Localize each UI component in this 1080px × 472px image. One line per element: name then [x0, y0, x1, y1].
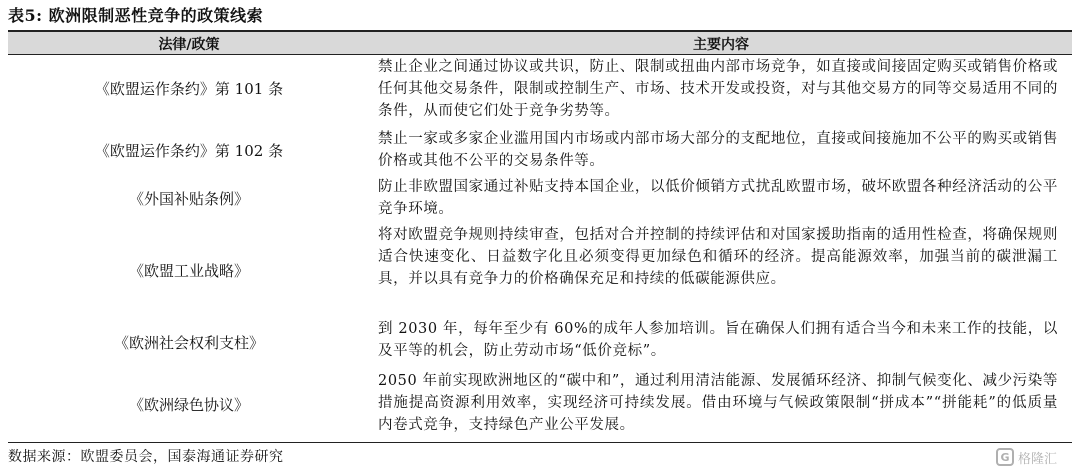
content-cell: 禁止企业之间通过协议或共识，防止、限制或扭曲内部市场竞争，如直接或间接固定购买或销售价格或任何其他交易条件，限制或控制生产、市场、技术开发或投资，对与其他交易方的同等交易适用不同的条件，从而使它们处于竞争劣势等。 — [378, 59, 1058, 119]
bottom-rule — [8, 442, 1072, 443]
header-rule — [8, 54, 1072, 55]
table-header — [8, 32, 1072, 54]
table-row — [8, 370, 1072, 436]
watermark — [996, 446, 1070, 468]
source-note: 数据来源：欧盟委员会，国泰海通证券研究 — [8, 449, 284, 465]
law-cell: 《欧盟运作条约》第 101 条 — [94, 80, 284, 98]
table-row — [8, 56, 1072, 122]
watermark-text: 格隆汇 — [1018, 451, 1058, 467]
law-cell: 《欧盟工业战略》 — [128, 262, 249, 280]
table-row — [8, 318, 1072, 362]
content-cell: 将对欧盟竞争规则持续审查，包括对合并控制的持续评估和对国家援助指南的适用性检查，将确保规则适合快速变化、日益数字化且必须变得更加绿色和循环的经济。提高能源效率，加强当前的碳泄漏工具，并以具有竞争力的价格确保充足和持续的低碳能源供应。 — [378, 227, 1058, 287]
table-row — [8, 224, 1072, 312]
law-cell: 《欧洲社会权利支柱》 — [113, 334, 264, 352]
content-cell: 禁止一家或多家企业滥用国内市场或内部市场大部分的支配地位，直接或间接施加不公平的购买或销售价格或其他不公平的交易条件等。 — [378, 131, 1058, 169]
law-cell: 《欧洲绿色协议》 — [128, 396, 249, 414]
header-content: 主要内容 — [693, 37, 749, 53]
table-title: 表5: 欧洲限制恶性竞争的政策线索 — [8, 6, 264, 25]
table-row — [8, 176, 1072, 220]
content-cell: 到 2030 年，每年至少有 60%的成年人参加培训。旨在确保人们拥有适合当今和未来工作的技能，以及平等的机会，防止劳动市场“低价竞标”。 — [378, 321, 1058, 359]
table-row — [8, 128, 1072, 172]
law-cell: 《外国补贴条例》 — [128, 190, 249, 208]
header-law: 法律/政策 — [158, 37, 220, 53]
law-cell: 《欧盟运作条约》第 102 条 — [94, 142, 284, 160]
watermark-logo-icon: G — [996, 448, 1014, 466]
content-cell: 防止非欧盟国家通过补贴支持本国企业，以低价倾销方式扰乱欧盟市场，破坏欧盟各种经济活动的公平竞争环境。 — [378, 179, 1058, 217]
content-cell: 2050 年前实现欧洲地区的“碳中和”，通过利用清洁能源、发展循环经济、抑制气候变化、减少污染等措施提高资源利用效率，实现经济可持续发展。借由环境与气候政策限制“拼成本”“拼能耗”的低质量内卷式竞争，支持绿色产业公平发展。 — [378, 373, 1058, 433]
